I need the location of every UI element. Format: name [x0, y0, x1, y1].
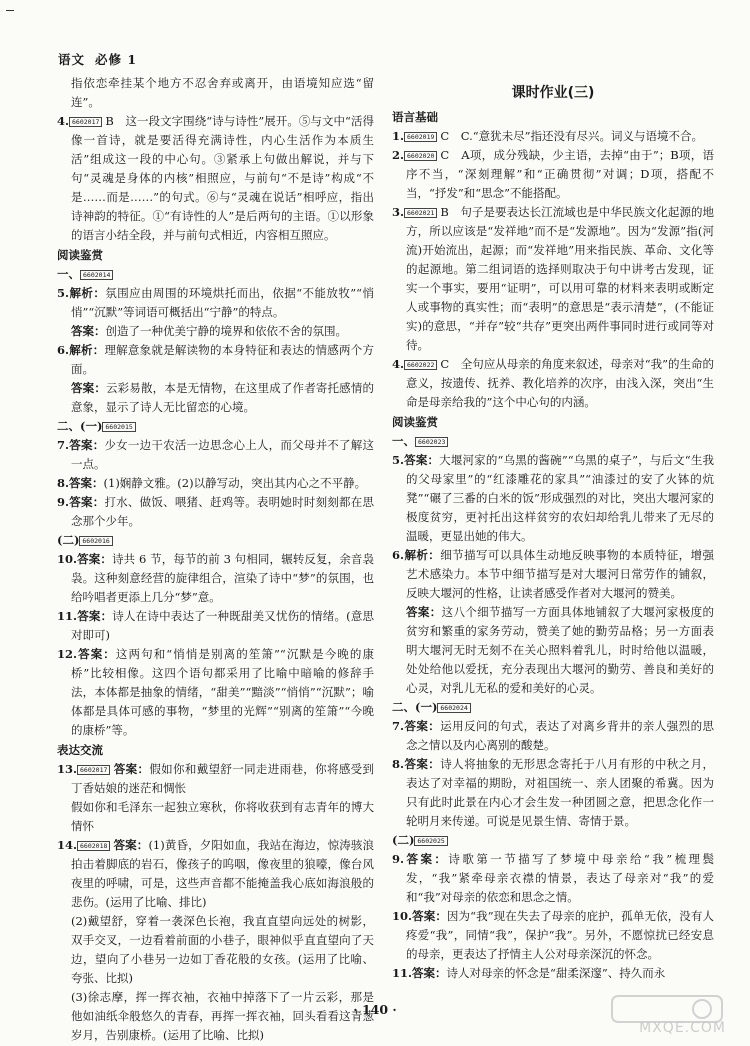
section-heading-reading-right: 阅读鉴赏: [392, 415, 438, 429]
answer-q14-part2: (2)戴望舒，穿着一袭深色长袍，我直直望向远处的树影，双手交叉，一边看着前面的小巷子，眼神似乎直直望向了天边，望向了小巷另一边如丁香花般的女孩。(运用了比喻、夸张、比拟): [71, 914, 374, 985]
answer-r10: 10.答案：因为“我”现在失去了母亲的庇护，孤单无依，没有人疼爱“我”，同情“我”，保护“我”。另外，不愿惊扰已经安息的母亲，更表达了抒情主人公对母亲深沉的怀念。: [392, 909, 714, 961]
answer-q5-final: 答案：创造了一种优美宁静的境界和依依不舍的氛围。: [71, 324, 347, 338]
watermark-text: MXQE.COM: [639, 1020, 726, 1036]
code-tag: 6602025: [414, 836, 447, 846]
part-label: 二、(一) 6602015: [57, 417, 374, 436]
answer-r1: 1. 6602019 C C.“意犹未尽”指还没有尽兴。词义与语境不合。: [392, 129, 704, 143]
answer-q13: 13. 6602017 答案：假如你和戴望舒一同走进雨巷，你将感受到丁香姑娘的迷茫和惆怅: [57, 762, 375, 795]
part-label: (二) 6602025: [392, 831, 714, 850]
answer-q5: 5.解析：氛围应由周围的环境烘托而出，依据“不能放牧”“悄悄”“沉默”等词语可概括出“宁静”的特点。: [57, 286, 374, 319]
answer-q10: 10.答案：诗共 6 节，每节的前 3 句相同，辗转反复，余音袅袅。这种刻意经营的旋律组合，渲染了诗中“梦”的氛围，也给吟唱者更添上几分“梦”意。: [57, 552, 374, 604]
corner-crop-mark: [6, 10, 14, 11]
answer-r11: 11.答案：诗人对母亲的怀念是“甜柔深邃”、持久而永: [392, 966, 666, 980]
part-label: 二、(一) 6602024: [392, 698, 714, 717]
code-tag: 6602014: [80, 270, 113, 280]
code-tag: 6602018: [77, 841, 110, 851]
answer-r6-final: 答案：这八个细节描写一方面具体地铺叙了大堰河家极度的贫穷和繁重的家务劳动，赞美了她的勤劳品格；另一方面表明大堰河无时无刻不在关心照料着乳儿，时时给他以温暖，处处给他以爱抚，充分表现出大堰河的勤劳、善良和美好的心灵，对乳儿无私的爱和美好的心灵。: [406, 605, 715, 695]
code-tag: 6602017: [69, 117, 102, 127]
volume-label: 必修 1: [95, 52, 138, 67]
code-tag: 6602024: [437, 703, 470, 713]
part-label: 一、 6602023: [392, 432, 714, 451]
answer-r9: 9.答案：诗歌第一节描写了梦境中母亲给“我”梳理鬓发，“我”紧牵母亲衣襟的情景，表达了母亲对“我”的爱和“我”对母亲的依恋和思念之情。: [392, 852, 715, 904]
section-heading-reading: 阅读鉴赏: [57, 248, 103, 262]
answer-q13-line2: 假如你和毛泽东一起独立寒秋，你将收获到有志青年的博大情怀: [71, 800, 374, 833]
page-number: · 140 ·: [353, 1002, 397, 1017]
code-tag: 6602017: [77, 765, 110, 775]
answer-q9: 9.答案：打水、做饭、喂猪、赶鸡等。表明她时时刻刻都在思念那个少年。: [57, 495, 374, 528]
part-label: (二) 6602016: [57, 531, 374, 550]
code-tag: 6602016: [79, 536, 112, 546]
answer-q7: 7.答案：少女一边干农活一边思念心上人，而父母并不了解这一点。: [57, 438, 374, 471]
answer-q14-part3: (3)徐志摩，挥一挥衣袖，衣袖中掉落下了一片云彩，那是他如油纸伞般悠久的青春，再挥一挥衣袖，回头看看这青葱岁月，告别康桥。(运用了比喻、比拟): [71, 990, 374, 1042]
section-heading-expression: 表达交流: [57, 743, 103, 757]
right-column: [392, 74, 714, 983]
answer-q6: 6.解析：理解意象就是解读物的本身特征和表达的情感两个方面。: [57, 343, 374, 376]
answer-r8: 8.答案：诗人将抽象的无形思念寄托于八月有形的中秋之月，表达了对幸福的期盼，对祖国统一、亲人团聚的希冀。因为只有此时此景在内心才会生发一种团圆之意，把思念化作一轮明月来传递。可说是见景生情、寄情于景。: [392, 757, 715, 828]
code-tag: 6602015: [102, 422, 135, 432]
part-label: 一、 6602014: [57, 265, 374, 284]
watermark-logo: [582, 994, 732, 1040]
answer-q14: 14. 6602018 答案：(1)黄昏，夕阳如血，我站在海边，惊涛骇浪拍击着脚底的岩石，像孩子的呜咽，像夜里的狼嚎，像台风夜里的呼啸，可是，这些声音都不能掩盖我心底如海浪般的悲伤。(运用了比喻、排比): [57, 838, 375, 909]
answer-r7: 7.答案：运用反问的句式，表达了对离乡背井的亲人强烈的思念之情以及内心离别的酸楚。: [392, 719, 715, 752]
answer-q12: 12.答案：这两句和“悄悄是别离的笙箫”“沉默是今晚的康桥”比较相像。这四个语句都采用了比喻中暗喻的修辞手法，本体都是抽象的情绪，“甜美”“黯淡”“悄悄”“沉默”；喻体都是具体可感的事物，“梦里的光辉”“别离的笙箫”“今晚的康桥”等。: [57, 647, 374, 737]
answer-q11: 11.答案：诗人在诗中表达了一种既甜美又忧伤的情绪。(意思对即可): [57, 609, 375, 642]
answer-q4: 4. 6602017 B 这一段文字围绕“诗与诗性”展开。⑤与文中“活得像一首诗，就是要活得充满诗性，内心生活作为本质生活”组成这一段的中心句。③紧承上句做出解说，并与下句“灵魂是身体的内核”相照应，与前句“不是诗”构成“不是……而是……”的句式。⑥与“灵魂在说话”相呼应，指出诗神韵的特征。①“有诗性的人”是后两句的主语。①以形象的语言小结全段，并与前句式相近，内容相互照应。: [57, 114, 374, 242]
code-tag: 6602021: [404, 208, 437, 218]
continued-text: 指依恋牵挂某个地方不忍舍弃或离开，由语境知应选“留连”。: [71, 76, 374, 109]
answer-q6-final: 答案：云彩易散，本是无情物，在这里成了作者寄托感情的意象，显示了诗人无比留恋的心境。: [71, 381, 375, 414]
section-heading-language: 语言基础: [392, 110, 438, 124]
answer-r2: 2. 6602020 C A项，成分残缺，少主语，去掉“由于”；B项，语序不当，“深刻理解”和“正确贯彻”对调；D项，搭配不当，“抒发”和“思念”不能搭配。: [392, 148, 714, 200]
subject-label: 语文: [58, 52, 86, 67]
code-tag: 6602020: [404, 151, 437, 161]
homework-title: 课时作业(三): [511, 85, 595, 101]
left-column: [57, 74, 374, 1045]
code-tag: 6602023: [415, 437, 448, 447]
answer-q8: 8.答案：(1)娴静文雅。(2)以静写动，突出其内心之不平静。: [57, 476, 367, 490]
code-tag: 6602019: [404, 132, 437, 142]
page-header: [58, 50, 137, 69]
code-tag: 6602022: [404, 360, 437, 370]
answer-r6: 6.解析：细节描写可以具体生动地反映事物的本质特征，增强艺术感染力。本节中细节描写是对大堰河日常劳作的铺叙，反映大堰河的性格，让读者感受作者对大堰河的赞美。: [392, 548, 715, 600]
answer-r5: 5.答案：大堰河家的“乌黑的酱碗”“乌黑的桌子”，与后文“生我的父母家里”的“红漆雕花的家具”“油漆过的安了火钵的炕凳”“碾了三番的白米的饭”形成强烈的对比，突出大堰河家的极度贫穷，更衬托出这样贫穷的农妇却给乳儿带来了无尽的温暖，更显出她的伟大。: [392, 453, 714, 543]
answer-r3: 3. 6602021 B 句子是要表达长江流域也是中华民族文化起源的地方，所以应该是“发祥地”而不是“发源地”。因为“发源”指(河流)开始流出，起源；而“发祥地”用来指民族、革命、文化等的起源地。第二组词语的选择则取决于句中讲考古发现，证实一个事实，要用“证明”，可以用可靠的材料来表明或断定人或事物的真实性；而“表明”的意思是“表示清楚”，(不能证实)的意思，“并存”较“共存”更突出两件事同时进行或同等对待。: [392, 205, 714, 352]
answer-r4: 4. 6602022 C 全句应从母亲的角度来叙述，母亲对“我”的生命的意义，按遗传、抚养、教化培养的次序，由浅入深，突出“生命是母亲给我的”这个中心句的内涵。: [392, 357, 714, 409]
